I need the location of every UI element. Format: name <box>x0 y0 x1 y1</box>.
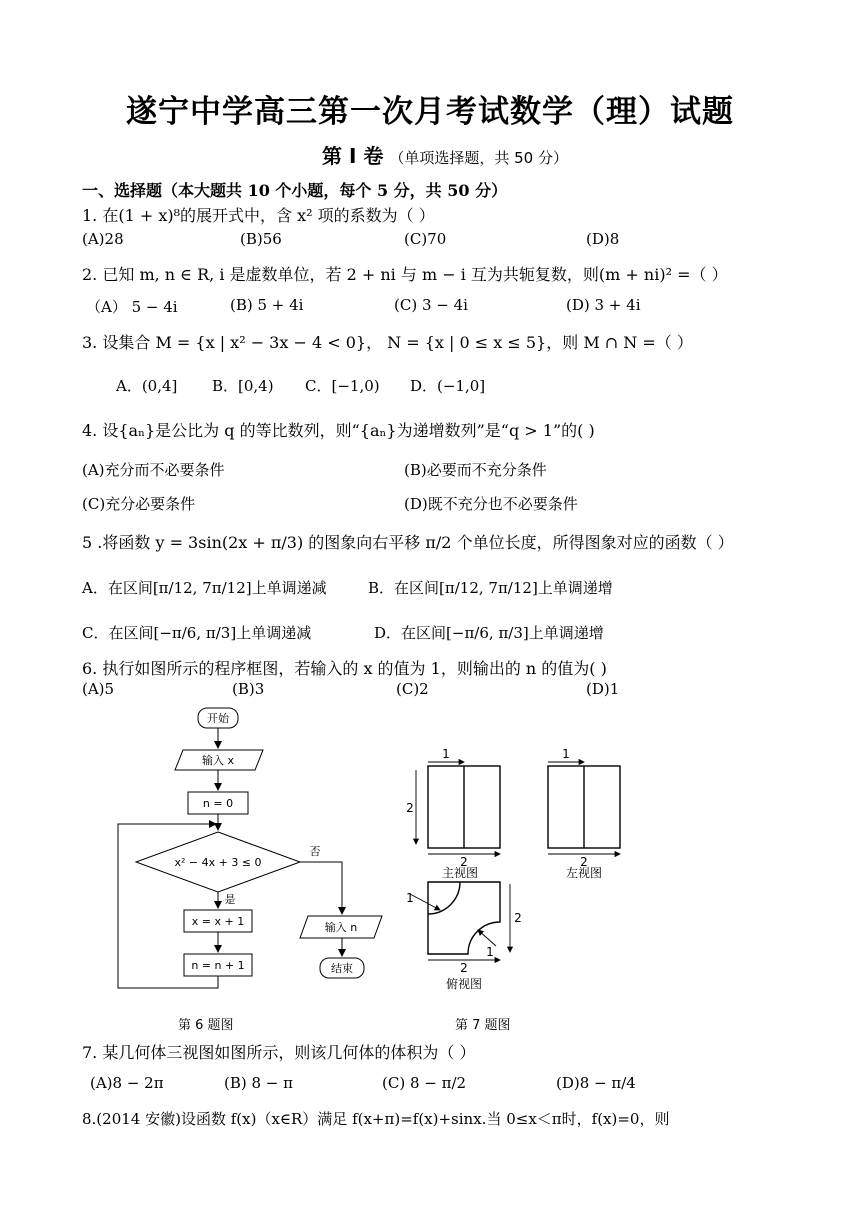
output-label: 输入 n <box>324 921 358 934</box>
q6-option-b: (B)3 <box>232 680 265 698</box>
question-5-stem: 5 .将函数 y = 3sin(2x + π/3) 的图象向右平移 π/2 个单位长度，所得图象对应的函数（ ） <box>82 533 734 552</box>
top-arc-radius-1: 1 <box>406 891 414 905</box>
q1-option-c: (C)70 <box>404 230 447 248</box>
q2-option-a: （A） 5 − 4i <box>86 298 178 316</box>
question-2-stem: 2. 已知 m, n ∈ R, i 是虚数单位，若 2 + ni 与 m − i 互为共轭复数，则(m + ni)² =（ ） <box>82 265 728 284</box>
q4-option-a: (A)充分而不必要条件 <box>82 461 225 479</box>
q7-option-c: (C) 8 − π/2 <box>382 1074 467 1092</box>
q6-option-c: (C)2 <box>396 680 429 698</box>
q1-option-b: (B)56 <box>240 230 282 248</box>
q1-option-a: (A)28 <box>82 230 124 248</box>
question-8-stem: 8.(2014 安徽)设函数 f(x)（x∈R）满足 f(x+π)=f(x)+sinx.当 0≤x＜π时，f(x)=0，则 <box>82 1110 670 1128</box>
end-label: 结束 <box>331 962 353 975</box>
q7-option-d: (D)8 − π/4 <box>556 1074 636 1092</box>
volume-heading <box>322 140 568 169</box>
question-7-stem: 7. 某几何体三视图如图所示，则该几何体的体积为（ ） <box>82 1043 476 1062</box>
q6-option-d: (D)1 <box>586 680 620 698</box>
top-dim-height: 2 <box>514 911 522 925</box>
q2-option-d: (D) 3 + 4i <box>566 296 641 314</box>
page-title: 遂宁中学高三第一次月考试数学（理）试题 <box>126 94 734 130</box>
front-view-label: 主视图 <box>441 866 479 880</box>
top-view <box>428 882 500 954</box>
front-dim-height: 2 <box>406 801 414 815</box>
top-arc-radius-2: 1 <box>486 945 494 959</box>
front-dim-base: 2 <box>460 855 468 869</box>
q3-option-a: A．(0,4] <box>116 377 178 395</box>
question-4-stem: 4. 设{aₙ}是公比为 q 的等比数列，则“{aₙ}为递增数列”是“q > 1”的( ) <box>82 421 595 440</box>
q7-option-a: (A)8 − 2π <box>90 1074 164 1092</box>
input-x-label: 输入 x <box>201 754 235 767</box>
three-views-figure <box>402 742 652 1000</box>
volume-label: 第 Ⅰ 卷 <box>322 144 384 168</box>
figure-7-caption: 第 7 题图 <box>455 1018 511 1033</box>
front-dim-width: 1 <box>442 747 450 761</box>
no-label: 否 <box>309 845 321 858</box>
side-dim-width: 1 <box>562 747 570 761</box>
q3-option-d: D．(−1,0] <box>410 377 486 395</box>
step-x-label: x = x + 1 <box>191 915 245 928</box>
question-3-stem: 3. 设集合 M = {x | x² − 3x − 4 < 0}， N = {x | 0 ≤ x ≤ 5}，则 M ∩ N =（ ） <box>82 333 693 352</box>
q5-option-c: C．在区间[−π/6, π/3]上单调递减 <box>82 624 312 642</box>
q5-option-d: D．在区间[−π/6, π/3]上单调递增 <box>374 624 604 642</box>
start-label: 开始 <box>207 712 229 725</box>
q2-option-b: (B) 5 + 4i <box>230 296 304 314</box>
q7-option-b: (B) 8 − π <box>224 1074 294 1092</box>
volume-note: （单项选择题，共 50 分） <box>389 149 568 167</box>
question-6-stem: 6. 执行如图所示的程序框图，若输入的 x 的值为 1，则输出的 n 的值为( ) <box>82 659 607 678</box>
q4-option-b: (B)必要而不充分条件 <box>404 461 547 479</box>
yes-label: 是 <box>224 893 236 906</box>
q2-option-c: (C) 3 − 4i <box>394 296 468 314</box>
side-dim-base: 2 <box>580 855 588 869</box>
side-view-label: 左视图 <box>565 866 603 880</box>
q5-option-a: A．在区间[π/12, 7π/12]上单调递减 <box>82 579 327 597</box>
q3-option-c: C．[−1,0) <box>305 377 380 395</box>
init-label: n = 0 <box>202 797 234 810</box>
top-dim-base: 2 <box>460 961 468 975</box>
condition-label: x² − 4x + 3 ≤ 0 <box>174 856 262 869</box>
flowchart-figure <box>110 700 400 1000</box>
question-1-stem: 1. 在(1 + x)⁸的展开式中，含 x² 项的系数为（ ） <box>82 206 435 225</box>
figure-6-caption: 第 6 题图 <box>178 1018 234 1033</box>
q4-option-c: (C)充分必要条件 <box>82 495 196 513</box>
q1-option-d: (D)8 <box>586 230 620 248</box>
top-view-label: 俯视图 <box>445 977 483 991</box>
q3-option-b: B．[0,4) <box>212 377 274 395</box>
section-heading: 一、选择题（本大题共 10 个小题，每个 5 分，共 50 分） <box>82 181 508 200</box>
q6-option-a: (A)5 <box>82 680 115 698</box>
step-n-label: n = n + 1 <box>191 959 245 972</box>
q4-option-d: (D)既不充分也不必要条件 <box>404 495 578 513</box>
q5-option-b: B．在区间[π/12, 7π/12]上单调递增 <box>368 579 613 597</box>
